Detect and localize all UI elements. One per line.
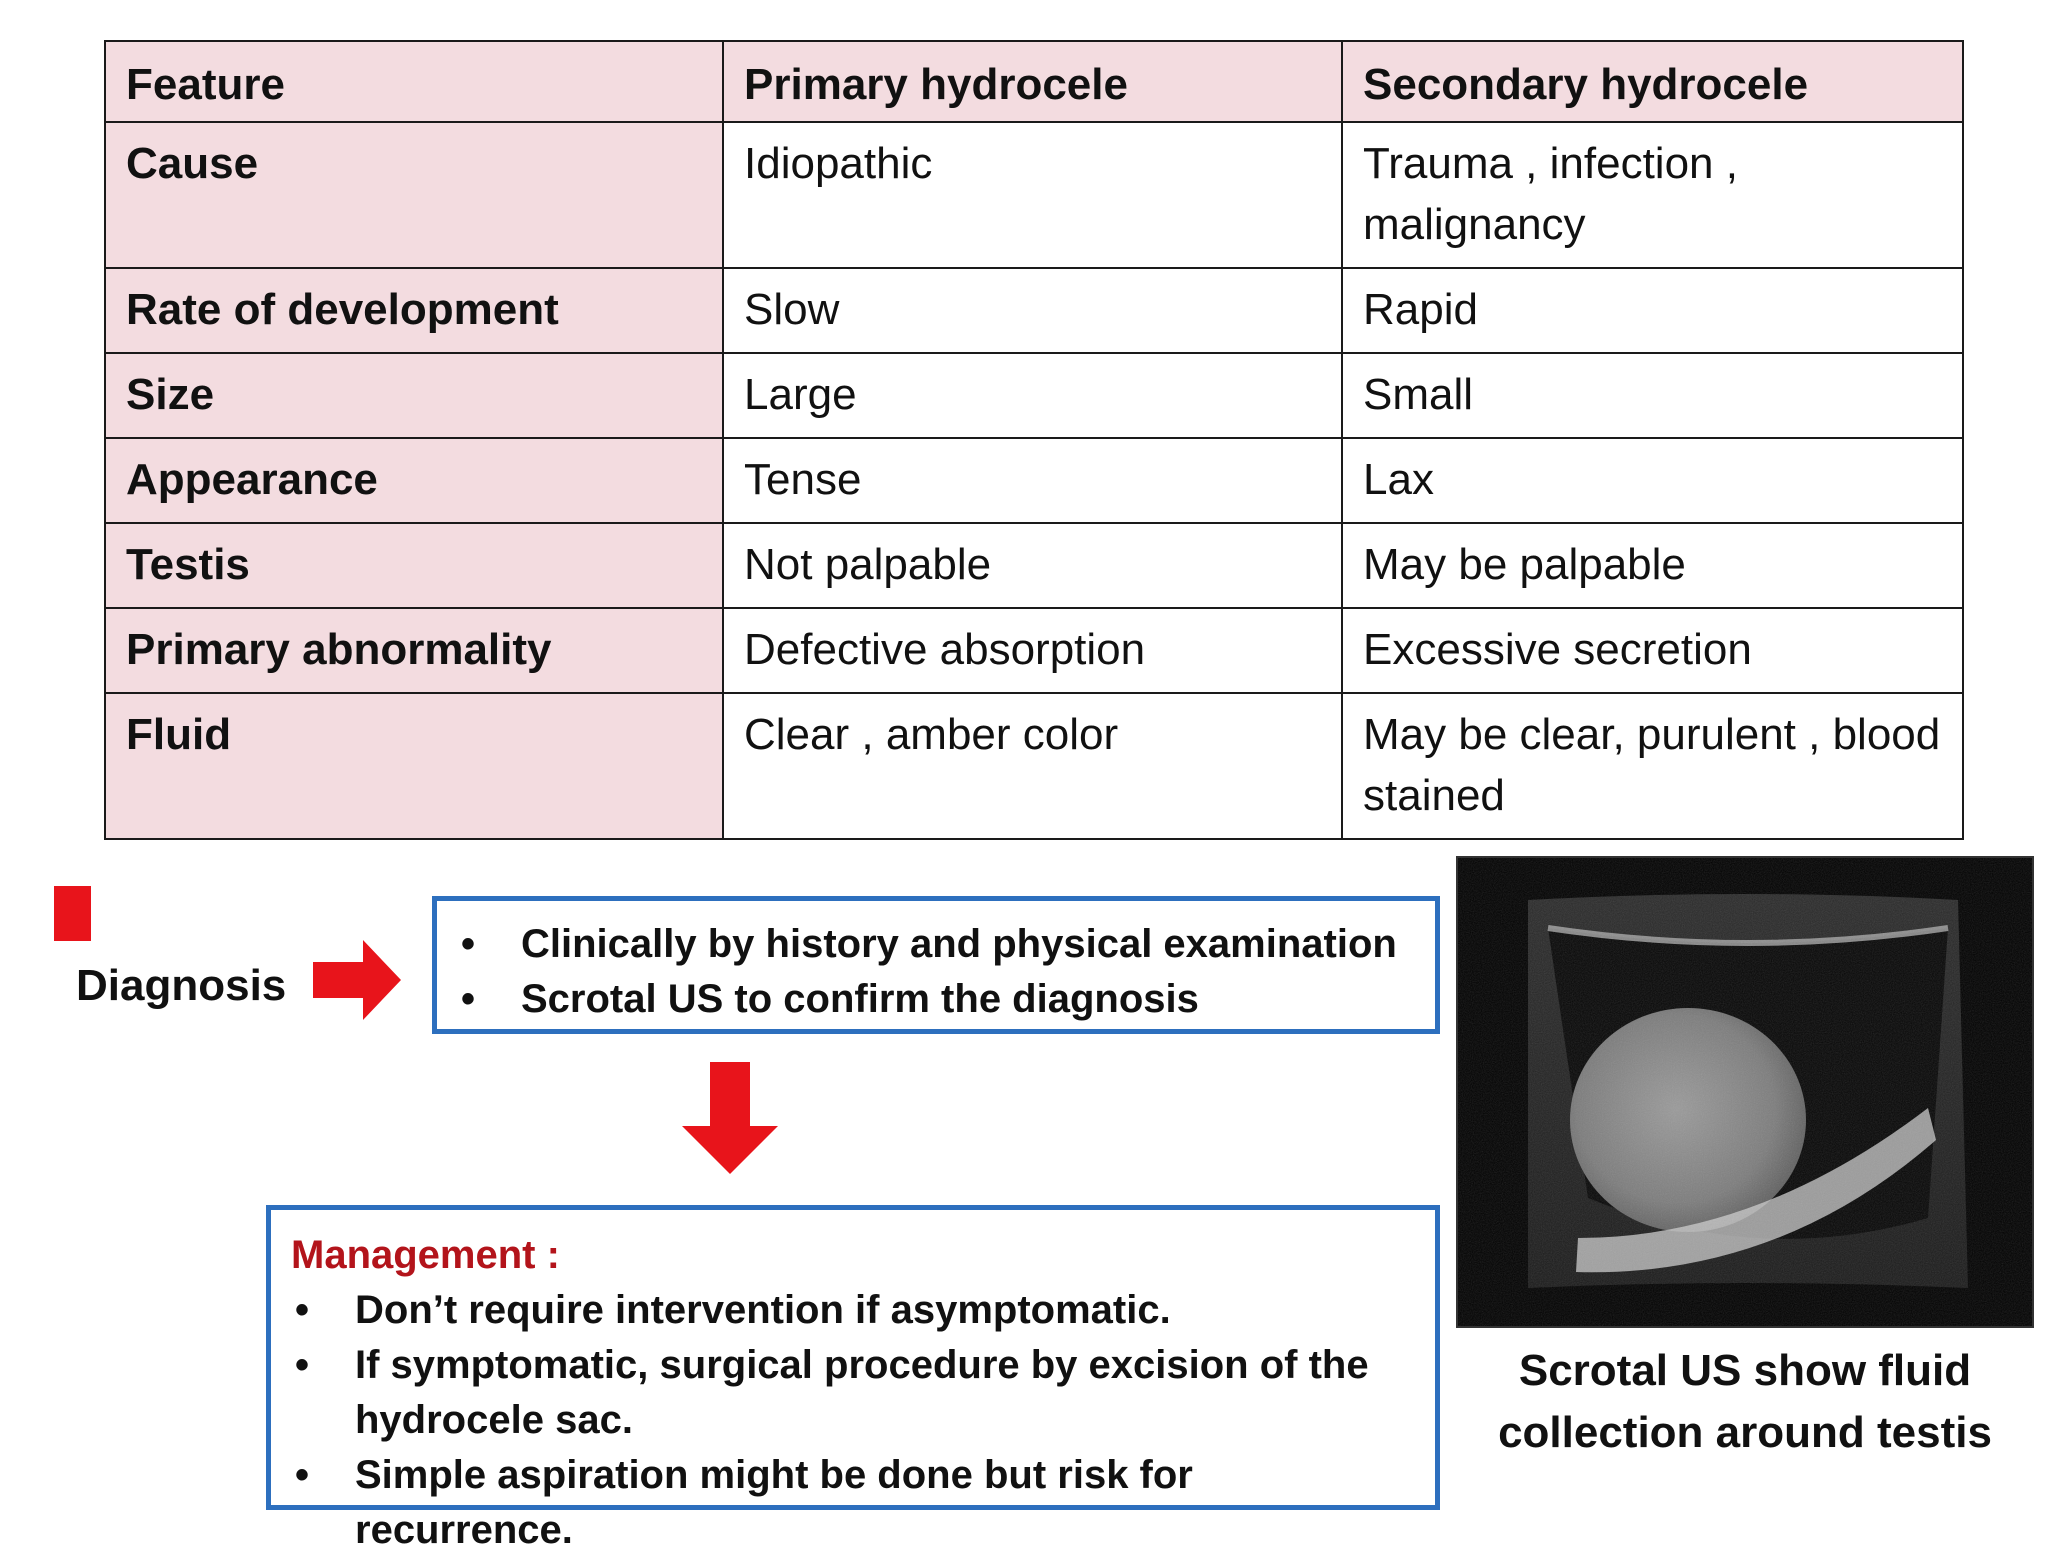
list-item: [291, 1338, 1415, 1448]
list-item: [291, 1283, 1415, 1338]
bullet-icon: •: [295, 1288, 310, 1332]
table-row: [105, 353, 1963, 438]
row-primary: Large: [723, 353, 1342, 438]
bullet-icon: •: [295, 1453, 310, 1497]
caption-line: collection around testis: [1498, 1408, 1992, 1457]
bullet-icon: •: [295, 1343, 310, 1387]
row-secondary: May be palpable: [1342, 523, 1963, 608]
list-item: [457, 917, 1415, 972]
row-feature: Cause: [105, 122, 723, 268]
table-row: [105, 122, 1963, 268]
table-row: [105, 438, 1963, 523]
diagnosis-item-text: Clinically by history and physical examination: [521, 922, 1397, 966]
row-primary: Idiopathic: [723, 122, 1342, 268]
diagnosis-label: Diagnosis: [76, 961, 287, 1010]
row-secondary: Small: [1342, 353, 1963, 438]
row-secondary: Rapid: [1342, 268, 1963, 353]
diagnosis-box: [432, 896, 1440, 1034]
row-primary: Tense: [723, 438, 1342, 523]
row-feature: Appearance: [105, 438, 723, 523]
list-item: [291, 1448, 1415, 1558]
management-list: [291, 1283, 1415, 1558]
comparison-table: [104, 40, 1964, 840]
table-row: [105, 608, 1963, 693]
ultrasound-image: [1456, 856, 2034, 1328]
row-feature: Fluid: [105, 693, 723, 839]
table-row: [105, 693, 1963, 839]
bullet-icon: •: [461, 977, 476, 1021]
row-primary: Clear , amber color: [723, 693, 1342, 839]
management-item-text: If symptomatic, surgical procedure by excision of the hydrocele sac.: [355, 1343, 1369, 1442]
row-feature: Primary abnormality: [105, 608, 723, 693]
management-title: Management :: [291, 1233, 560, 1277]
ultrasound-scan-graphic: [1458, 858, 2032, 1326]
bullet-icon: •: [461, 922, 476, 966]
header-feature: Feature: [105, 41, 723, 122]
management-item-text: Don’t require intervention if asymptomatic.: [355, 1288, 1171, 1332]
list-item: [457, 972, 1415, 1027]
row-secondary: May be clear, purulent , blood stained: [1342, 693, 1963, 839]
table-row: [105, 268, 1963, 353]
arrow-down-icon: [682, 1062, 778, 1174]
row-secondary: Excessive secretion: [1342, 608, 1963, 693]
row-feature: Size: [105, 353, 723, 438]
table-row: [105, 523, 1963, 608]
caption-line: Scrotal US show fluid: [1518, 1346, 1972, 1395]
management-item-text: Simple aspiration might be done but risk for recurrence.: [355, 1453, 1193, 1552]
header-secondary: Secondary hydrocele: [1342, 41, 1963, 122]
diagnosis-item-text: Scrotal US to confirm the diagnosis: [521, 977, 1199, 1021]
red-marker: [54, 886, 91, 941]
row-feature: Testis: [105, 523, 723, 608]
row-feature: Rate of development: [105, 268, 723, 353]
row-secondary: Lax: [1342, 438, 1963, 523]
row-secondary: Trauma , infection , malignancy: [1342, 122, 1963, 268]
ultrasound-caption: [1456, 1340, 2034, 1464]
management-box: [266, 1205, 1440, 1552]
table-header-row: [105, 41, 1963, 122]
row-primary: Not palpable: [723, 523, 1342, 608]
diagnosis-list: [457, 917, 1415, 1027]
row-primary: Defective absorption: [723, 608, 1342, 693]
arrow-right-icon: [313, 940, 403, 1020]
header-primary: Primary hydrocele: [723, 41, 1342, 122]
row-primary: Slow: [723, 268, 1342, 353]
